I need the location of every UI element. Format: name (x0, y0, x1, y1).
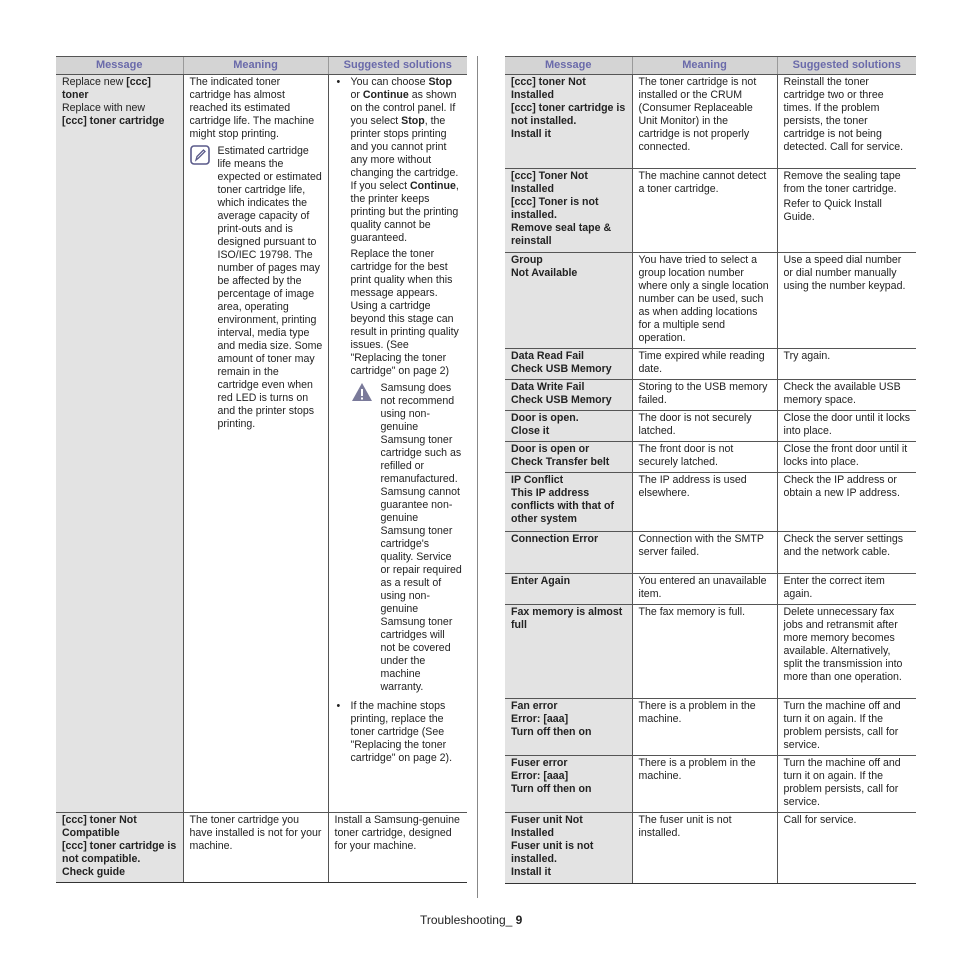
message-text: [ccc] toner Not Installed (511, 76, 586, 101)
solution-cell: Install a Samsung-genuine toner cartridge, designed for your machine. (328, 813, 467, 883)
table-row (505, 813, 916, 884)
message-text: Fax memory is almost full (511, 606, 623, 631)
message-cell (56, 75, 183, 813)
message-text: Data Write Fail (511, 381, 585, 393)
message-cell (505, 253, 632, 349)
solution-cell (328, 75, 467, 813)
meaning-cell: There is a problem in the machine. (632, 756, 777, 813)
solution-text: Delete unnecessary fax jobs and retransmit after more memory becomes available. Alternatively, split the transmission into more than one operation. (783, 606, 903, 683)
solution-text: Refer to Quick Install Guide. (783, 198, 882, 223)
message-text: Turn off then on (511, 726, 592, 738)
meaning-cell: The fuser unit is not installed. (632, 813, 777, 884)
message-text: [ccc] Toner is not installed. (511, 196, 599, 221)
header-message: Message (56, 57, 183, 75)
solution-text: , the printer stops printing and you cannot print any more without changing the cartridge. If you select (350, 115, 459, 192)
table-row (505, 605, 916, 699)
message-text: Check guide (62, 866, 125, 878)
message-text: Data Read Fail (511, 350, 585, 362)
message-text: [ccc] toner cartridge is not compatible. (62, 840, 177, 865)
solution-text: Stop (428, 76, 452, 88)
solution-cell (777, 349, 916, 380)
header-solutions: Suggested solutions (777, 57, 916, 75)
solution-cell (777, 169, 916, 253)
meaning-cell: The toner cartridge is not installed or the CRUM (Consumer Replaceable Unit Monitor) in the cartridge is not properly connected. (632, 75, 777, 169)
solution-text: as shown on the control panel. If you select (350, 89, 457, 127)
solution-cell (777, 574, 916, 605)
message-text: toner (62, 89, 89, 101)
message-cell (505, 75, 632, 169)
solution-text: Try again. (783, 350, 831, 362)
table-row (505, 699, 916, 756)
message-text: Check Transfer belt (511, 456, 610, 468)
solution-text: or (350, 89, 363, 101)
message-text: IP Conflict (511, 474, 564, 486)
message-cell (505, 813, 632, 884)
solution-text: Remove the sealing tape from the toner cartridge. (783, 170, 901, 195)
note-pencil-icon (190, 145, 210, 165)
solution-text: Enter the correct item again. (783, 575, 885, 600)
message-text: [ccc] Toner Not Installed (511, 170, 588, 195)
solution-cell (777, 411, 916, 442)
solution-text: Turn the machine off and turn it on again. If the problem persists, call for service. (783, 700, 901, 751)
message-text: Error: [aaa] (511, 713, 569, 725)
page-footer (420, 913, 522, 927)
solution-cell (777, 532, 916, 574)
message-cell (505, 169, 632, 253)
meaning-cell: The fax memory is full. (632, 605, 777, 699)
message-text: Replace with new (62, 102, 146, 114)
solution-text: Turn the machine off and turn it on again. If the problem persists, call for service. (783, 757, 901, 808)
solution-text: , the printer keeps printing but the printing quality cannot be guaranteed. (350, 180, 459, 244)
message-text: Door is open. (511, 412, 579, 424)
meaning-cell: The door is not securely latched. (632, 411, 777, 442)
solution-cell (777, 442, 916, 473)
warning-text: Samsung does not recommend using non-genuine Samsung toner cartridge such as refilled or remanufactured. Samsung cannot guarantee non-genuine Samsung toner cartridge's quality. Service or repair required as a result of using non-genuine Samsung toner cartridges will not be covered under the machine warranty. (380, 382, 462, 693)
solution-cell (777, 75, 916, 169)
message-cell (505, 574, 632, 605)
note-block (190, 145, 323, 431)
message-cell (505, 605, 632, 699)
message-text: Fuser error (511, 757, 568, 769)
table-row (56, 813, 467, 883)
solution-text: Continue (409, 180, 456, 192)
solution-cell (777, 473, 916, 532)
solution-cell (777, 756, 916, 813)
table-row (505, 380, 916, 411)
warning-block (351, 382, 463, 694)
solution-cell (777, 699, 916, 756)
meaning-cell: The machine cannot detect a toner cartridge. (632, 169, 777, 253)
meaning-cell: Storing to the USB memory failed. (632, 380, 777, 411)
header-meaning: Meaning (632, 57, 777, 75)
meaning-cell: You have tried to select a group location number where only a single location number can be used, such as when adding locations for a multiple send operation. (632, 253, 777, 349)
message-cell (505, 756, 632, 813)
table-row (505, 473, 916, 532)
message-cell (505, 699, 632, 756)
header-meaning: Meaning (183, 57, 328, 75)
message-text: Fuser unit is not installed. (511, 840, 594, 865)
message-text: [ccc] toner cartridge (62, 115, 165, 127)
message-text: [ccc] toner Not Compatible (62, 814, 137, 839)
message-text: Error: [aaa] (511, 770, 569, 782)
message-cell (505, 380, 632, 411)
table-row (505, 442, 916, 473)
solution-text: You can choose (350, 76, 429, 88)
message-text: [ccc] toner cartridge is not installed. (511, 102, 626, 127)
solution-text: Reinstall the toner cartridge two or three times. If the problem persists, the toner cartridge is not being detected. Call for service. (783, 76, 904, 153)
header-solutions: Suggested solutions (328, 57, 467, 75)
solution-text: Stop (401, 115, 425, 127)
message-text: Connection Error (511, 533, 599, 545)
header-message: Message (505, 57, 632, 75)
message-text: Check USB Memory (511, 394, 612, 406)
solution-text: Call for service. (783, 814, 857, 826)
message-cell (505, 349, 632, 380)
right-message-table (505, 56, 916, 884)
message-text: This IP address conflicts with that of other system (511, 487, 614, 525)
meaning-cell (183, 75, 328, 813)
message-cell (505, 473, 632, 532)
solution-cell (777, 253, 916, 349)
solution-text: Check the server settings and the network cable. (783, 533, 904, 558)
page-number: 9 (515, 913, 523, 927)
list-item (335, 76, 463, 694)
table-row (505, 756, 916, 813)
message-text: Enter Again (511, 575, 571, 587)
message-text: Replace new (62, 76, 127, 88)
table-row (505, 169, 916, 253)
solution-text: Continue (362, 89, 409, 101)
message-text: Not Available (511, 267, 578, 279)
solution-list (335, 76, 463, 765)
meaning-cell: The toner cartridge you have installed is not for your machine. (183, 813, 328, 883)
solution-text: Use a speed dial number or dial number manually using the number keypad. (783, 254, 906, 292)
table-row (505, 75, 916, 169)
message-text: Door is open or (511, 443, 590, 455)
table-header-row (505, 57, 916, 75)
meaning-cell: There is a problem in the machine. (632, 699, 777, 756)
footer-section: Troubleshooting_ (420, 913, 516, 927)
solution-text: Replace the toner cartridge for the best print quality when this message appears. Using a cartridge beyond this stage can result in printing quality issues. (See "Replacing the toner cartridge" on page 2) (350, 248, 459, 377)
column-divider (477, 56, 478, 898)
message-cell (56, 813, 183, 883)
solution-text: Check the IP address or obtain a new IP address. (783, 474, 900, 499)
meaning-cell: The front door is not securely latched. (632, 442, 777, 473)
message-text: Check USB Memory (511, 363, 612, 375)
list-item: • If the machine stops printing, replace the toner cartridge (See "Replacing the toner cartridge" on page 2). (335, 700, 463, 765)
message-cell (505, 411, 632, 442)
message-cell (505, 442, 632, 473)
meaning-cell: The IP address is used elsewhere. (632, 473, 777, 532)
table-row (505, 574, 916, 605)
solution-text: Close the front door until it locks into place. (783, 443, 908, 468)
warning-triangle-icon (351, 382, 373, 402)
solution-cell (777, 380, 916, 411)
message-cell (505, 532, 632, 574)
message-text: Group (511, 254, 543, 266)
table-row (505, 532, 916, 574)
solution-cell (777, 813, 916, 884)
message-text: Fuser unit Not Installed (511, 814, 583, 839)
right-table-body (505, 75, 916, 884)
message-text: Install it (511, 866, 552, 878)
solution-cell (777, 605, 916, 699)
message-text: Remove seal tape & reinstall (511, 222, 612, 247)
table-row (505, 253, 916, 349)
message-text: Turn off then on (511, 783, 592, 795)
table-row (505, 411, 916, 442)
meaning-text: The indicated toner cartridge has almost reached its estimated cartridge life. The machine might stop printing. (189, 76, 315, 140)
message-text: Fan error (511, 700, 558, 712)
message-text: Close it (511, 425, 550, 437)
message-text: Install it (511, 128, 552, 140)
table-row (505, 349, 916, 380)
message-text: [ccc] (126, 76, 151, 88)
meaning-cell: You entered an unavailable item. (632, 574, 777, 605)
solution-text: Close the door until it locks into place. (783, 412, 911, 437)
table-header-row (56, 57, 467, 75)
solution-text: Check the available USB memory space. (783, 381, 901, 406)
note-text: Estimated cartridge life means the expected or estimated toner cartridge life, which indicates the average capacity of print-outs and is designed pursuant to ISO/IEC 19798. The number of pages may be affected by the percentage of image area, operating environment, printing interval, media type and media size. Some amount of toner may remain in the cartridge even when red LED is turns on and the printer stops printing. (217, 145, 323, 430)
meaning-cell: Time expired while reading date. (632, 349, 777, 380)
left-message-table (56, 56, 467, 883)
meaning-cell: Connection with the SMTP server failed. (632, 532, 777, 574)
table-row (56, 75, 467, 813)
